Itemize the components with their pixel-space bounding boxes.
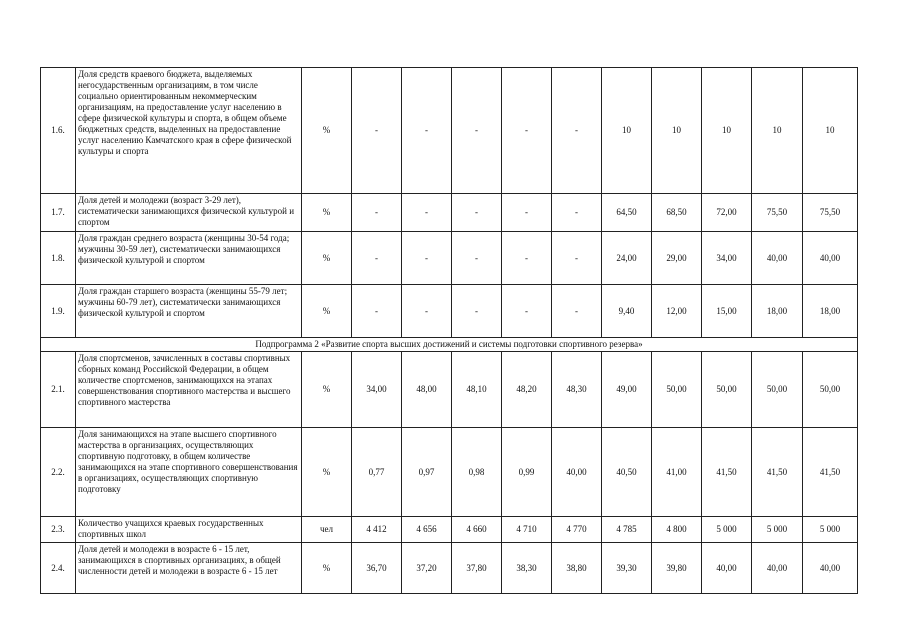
value-cell: 39,80 [652, 543, 702, 594]
value-cell: 75,50 [752, 194, 803, 232]
value-cell: - [552, 285, 602, 338]
indicator-description: Доля занимающихся на этапе высшего спортивного мастерства в организациях, осуществляющих спортивную подготовку, в общем количестве занимающихся на этапе спортивного совершенствования в организациях, осуществляющих спортивную подготовку [76, 428, 302, 517]
value-cell: 0,99 [502, 428, 552, 517]
value-cell: 9,40 [602, 285, 652, 338]
unit-cell: чел [302, 517, 352, 543]
value-cell: 48,30 [552, 352, 602, 428]
table-row [41, 543, 858, 594]
unit-cell: % [302, 428, 352, 517]
unit-cell: % [302, 232, 352, 285]
indicator-description: Доля детей и молодежи (возраст 3-29 лет), систематически занимающихся физической культурой и спортом [76, 194, 302, 232]
value-cell: 12,00 [652, 285, 702, 338]
row-number: 2.4. [41, 543, 76, 594]
value-cell: - [452, 285, 502, 338]
value-cell: 40,00 [552, 428, 602, 517]
row-number: 2.3. [41, 517, 76, 543]
subprogram-row [41, 338, 858, 352]
value-cell: 10 [702, 68, 752, 194]
value-cell: 50,00 [752, 352, 803, 428]
value-cell: 41,50 [803, 428, 858, 517]
value-cell: 41,50 [702, 428, 752, 517]
value-cell: 10 [752, 68, 803, 194]
value-cell: - [352, 194, 402, 232]
indicator-description: Доля спортсменов, зачисленных в составы спортивных сборных команд Российской Федерации, в общем количестве спортсменов, занимающихся на этапах совершенствования спортивного мастерства и высшего спортивного мастерства [76, 352, 302, 428]
indicator-description: Доля средств краевого бюджета, выделяемых негосударственным организациям, в том числе социально ориентированным некоммерческим организациям, на предоставление услуг населению в сфере физической культуры и спорта, в общем объеме бюджетных средств, выделенных на предоставление услуг населению Камчатского края в сфере физической культуры и спорта [76, 68, 302, 194]
table-row [41, 68, 858, 194]
value-cell: 34,00 [702, 232, 752, 285]
value-cell: 18,00 [752, 285, 803, 338]
value-cell: 49,00 [602, 352, 652, 428]
unit-cell: % [302, 194, 352, 232]
value-cell: 50,00 [702, 352, 752, 428]
value-cell: 48,20 [502, 352, 552, 428]
value-cell: - [352, 232, 402, 285]
value-cell: - [452, 68, 502, 194]
indicator-description: Количество учащихся краевых государственных спортивных школ [76, 517, 302, 543]
value-cell: 10 [602, 68, 652, 194]
value-cell: 40,50 [602, 428, 652, 517]
table-row [41, 428, 858, 517]
row-number: 1.9. [41, 285, 76, 338]
value-cell: - [402, 285, 452, 338]
value-cell: 38,80 [552, 543, 602, 594]
indicator-description: Доля граждан среднего возраста (женщины 30-54 года; мужчины 30-59 лет), систематически занимающихся физической культурой и спортом [76, 232, 302, 285]
value-cell: 41,00 [652, 428, 702, 517]
table-row [41, 285, 858, 338]
value-cell: 29,00 [652, 232, 702, 285]
value-cell: 4 800 [652, 517, 702, 543]
value-cell: 75,50 [803, 194, 858, 232]
value-cell: - [552, 232, 602, 285]
table-row [41, 517, 858, 543]
indicator-description: Доля детей и молодежи в возрасте 6 - 15 лет, занимающихся в спортивных организациях, в общей численности детей и молодежи в возрасте 6 - 15 лет [76, 543, 302, 594]
value-cell: - [352, 285, 402, 338]
value-cell: - [352, 68, 402, 194]
value-cell: 4 710 [502, 517, 552, 543]
value-cell: 40,00 [702, 543, 752, 594]
value-cell: - [452, 194, 502, 232]
value-cell: 24,00 [602, 232, 652, 285]
value-cell: 50,00 [652, 352, 702, 428]
value-cell: 0,97 [402, 428, 452, 517]
value-cell: 37,80 [452, 543, 502, 594]
value-cell: - [402, 232, 452, 285]
value-cell: 68,50 [652, 194, 702, 232]
indicator-description: Доля граждан старшего возраста (женщины 55-79 лет; мужчины 60-79 лет), систематически занимающихся физической культурой и спортом [76, 285, 302, 338]
row-number: 2.2. [41, 428, 76, 517]
value-cell: - [502, 232, 552, 285]
value-cell: - [402, 194, 452, 232]
table-row [41, 232, 858, 285]
value-cell: 36,70 [352, 543, 402, 594]
value-cell: 10 [803, 68, 858, 194]
value-cell: - [552, 68, 602, 194]
value-cell: 4 785 [602, 517, 652, 543]
value-cell: - [402, 68, 452, 194]
value-cell: 4 412 [352, 517, 402, 543]
value-cell: 38,30 [502, 543, 552, 594]
table-row [41, 352, 858, 428]
value-cell: - [552, 194, 602, 232]
value-cell: - [502, 285, 552, 338]
unit-cell: % [302, 543, 352, 594]
value-cell: 50,00 [803, 352, 858, 428]
value-cell: 40,00 [803, 543, 858, 594]
value-cell: 39,30 [602, 543, 652, 594]
value-cell: 72,00 [702, 194, 752, 232]
value-cell: 41,50 [752, 428, 803, 517]
value-cell: 64,50 [602, 194, 652, 232]
row-number: 1.6. [41, 68, 76, 194]
value-cell: 18,00 [803, 285, 858, 338]
value-cell: 4 660 [452, 517, 502, 543]
value-cell: 10 [652, 68, 702, 194]
value-cell: 40,00 [803, 232, 858, 285]
row-number: 1.8. [41, 232, 76, 285]
row-number: 2.1. [41, 352, 76, 428]
subprogram-heading: Подпрограмма 2 «Развитие спорта высших достижений и системы подготовки спортивного резерва» [41, 338, 858, 352]
value-cell: 0,98 [452, 428, 502, 517]
value-cell: 0,77 [352, 428, 402, 517]
value-cell: 5 000 [702, 517, 752, 543]
value-cell: 48,10 [452, 352, 502, 428]
value-cell: - [502, 68, 552, 194]
value-cell: - [452, 232, 502, 285]
row-number: 1.7. [41, 194, 76, 232]
value-cell: 48,00 [402, 352, 452, 428]
table-row [41, 194, 858, 232]
value-cell: 37,20 [402, 543, 452, 594]
value-cell: 4 770 [552, 517, 602, 543]
unit-cell: % [302, 68, 352, 194]
value-cell: 40,00 [752, 232, 803, 285]
unit-cell: % [302, 352, 352, 428]
indicators-table [40, 67, 858, 594]
value-cell: 15,00 [702, 285, 752, 338]
value-cell: - [502, 194, 552, 232]
value-cell: 4 656 [402, 517, 452, 543]
value-cell: 5 000 [752, 517, 803, 543]
value-cell: 5 000 [803, 517, 858, 543]
unit-cell: % [302, 285, 352, 338]
value-cell: 34,00 [352, 352, 402, 428]
value-cell: 40,00 [752, 543, 803, 594]
